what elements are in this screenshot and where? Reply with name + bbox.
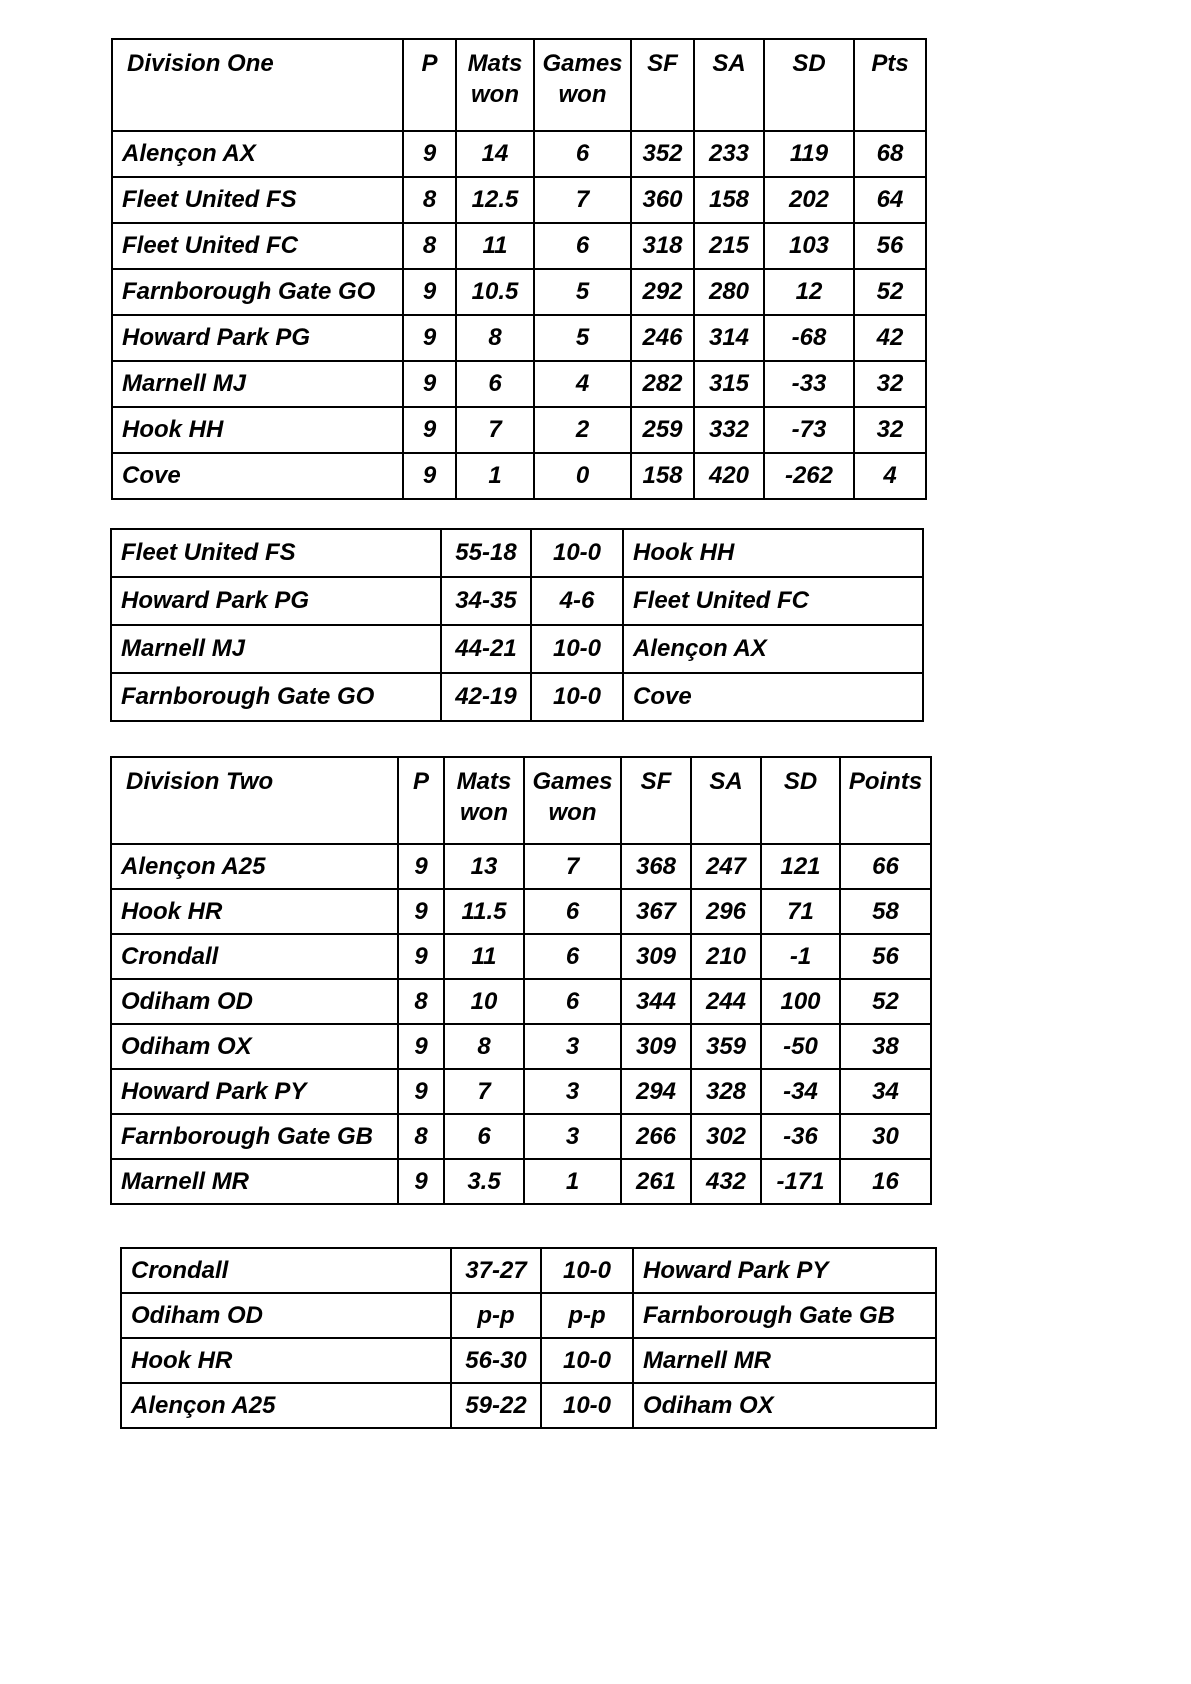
games-value-cell: 5 [534, 269, 631, 315]
table-row [112, 361, 926, 407]
table-row [121, 1293, 936, 1338]
header-mats-won: Mats won [444, 757, 524, 844]
team-name-cell: Crondall [111, 934, 398, 979]
sd-value-cell: 103 [764, 223, 854, 269]
header-mats-won: Mats won [456, 39, 534, 131]
header-points: Points [840, 757, 931, 844]
table-row [121, 1248, 936, 1293]
division-two-results-body [121, 1248, 936, 1428]
pts-value-cell: 34 [840, 1069, 931, 1114]
sd-value-cell: -68 [764, 315, 854, 361]
team-name-cell: Marnell MR [111, 1159, 398, 1204]
sa-value-cell: 244 [691, 979, 761, 1024]
table-row [111, 1069, 931, 1114]
sf-value-cell: 309 [621, 1024, 691, 1069]
sf-value-cell: 368 [621, 844, 691, 889]
home-name-cell: Fleet United FS [111, 529, 441, 577]
games-value-cell: 6 [534, 223, 631, 269]
games-value-cell: 10-0 [531, 529, 623, 577]
sd-value-cell: -50 [761, 1024, 840, 1069]
home-name-cell: Crondall [121, 1248, 451, 1293]
sa-value-cell: 328 [691, 1069, 761, 1114]
team-name-cell: Farnborough Gate GO [112, 269, 403, 315]
division-two-body [111, 844, 931, 1204]
p-value-cell: 9 [398, 1069, 444, 1114]
sf-value-cell: 367 [621, 889, 691, 934]
mats-value-cell: 12.5 [456, 177, 534, 223]
games-value-cell: 10-0 [541, 1248, 633, 1293]
mats-value-cell: 8 [444, 1024, 524, 1069]
table-row [112, 407, 926, 453]
games-value-cell: 6 [524, 934, 621, 979]
pts-value-cell: 32 [854, 361, 926, 407]
pts-value-cell: 66 [840, 844, 931, 889]
sf-value-cell: 282 [631, 361, 694, 407]
table-row [112, 453, 926, 499]
games-value-cell: 4 [534, 361, 631, 407]
games-value-cell: 1 [524, 1159, 621, 1204]
sf-value-cell: 309 [621, 934, 691, 979]
home-name-cell: Marnell MJ [111, 625, 441, 673]
division-one-header-row [112, 39, 926, 131]
home-name-cell: Odiham OD [121, 1293, 451, 1338]
p-value-cell: 8 [403, 223, 456, 269]
games-value-cell: 0 [534, 453, 631, 499]
pts-value-cell: 42 [854, 315, 926, 361]
away-name-cell: Hook HH [623, 529, 923, 577]
table-row [111, 1114, 931, 1159]
sd-value-cell: 12 [764, 269, 854, 315]
games-value-cell: 4-6 [531, 577, 623, 625]
header-sd: SD [761, 757, 840, 844]
sf-value-cell: 259 [631, 407, 694, 453]
team-name-cell: Alençon AX [112, 131, 403, 177]
table-row [112, 223, 926, 269]
away-name-cell: Howard Park PY [633, 1248, 936, 1293]
games-value-cell: 3 [524, 1024, 621, 1069]
header-games-won: Games won [524, 757, 621, 844]
games-value-cell: 7 [524, 844, 621, 889]
games-value-cell: 10-0 [541, 1338, 633, 1383]
games-value-cell: 2 [534, 407, 631, 453]
mats-value-cell: 3.5 [444, 1159, 524, 1204]
team-name-cell: Cove [112, 453, 403, 499]
sa-value-cell: 210 [691, 934, 761, 979]
header-sf: SF [621, 757, 691, 844]
team-name-cell: Fleet United FS [112, 177, 403, 223]
p-value-cell: 9 [398, 889, 444, 934]
games-value-cell: 6 [524, 979, 621, 1024]
away-name-cell: Fleet United FC [623, 577, 923, 625]
score-value-cell: 37-27 [451, 1248, 541, 1293]
sa-value-cell: 332 [694, 407, 764, 453]
sa-value-cell: 302 [691, 1114, 761, 1159]
home-name-cell: Hook HR [121, 1338, 451, 1383]
table-row [112, 131, 926, 177]
table-row [112, 177, 926, 223]
header-sa: SA [691, 757, 761, 844]
score-value-cell: 56-30 [451, 1338, 541, 1383]
team-name-cell: Alençon A25 [111, 844, 398, 889]
division-one-table [111, 38, 927, 500]
games-value-cell: 7 [534, 177, 631, 223]
pts-value-cell: 58 [840, 889, 931, 934]
score-value-cell: 44-21 [441, 625, 531, 673]
sf-value-cell: 318 [631, 223, 694, 269]
p-value-cell: 9 [403, 315, 456, 361]
mats-value-cell: 1 [456, 453, 534, 499]
home-name-cell: Howard Park PG [111, 577, 441, 625]
mats-value-cell: 8 [456, 315, 534, 361]
sf-value-cell: 261 [621, 1159, 691, 1204]
p-value-cell: 8 [398, 979, 444, 1024]
p-value-cell: 9 [403, 269, 456, 315]
mats-value-cell: 11.5 [444, 889, 524, 934]
games-value-cell: 10-0 [531, 673, 623, 721]
table-row [121, 1383, 936, 1428]
mats-value-cell: 11 [456, 223, 534, 269]
sf-value-cell: 294 [621, 1069, 691, 1114]
sd-value-cell: 202 [764, 177, 854, 223]
p-value-cell: 8 [403, 177, 456, 223]
table-row [111, 577, 923, 625]
p-value-cell: 9 [403, 453, 456, 499]
mats-value-cell: 14 [456, 131, 534, 177]
mats-value-cell: 10.5 [456, 269, 534, 315]
p-value-cell: 9 [403, 361, 456, 407]
sa-value-cell: 420 [694, 453, 764, 499]
pts-value-cell: 4 [854, 453, 926, 499]
sd-value-cell: -34 [761, 1069, 840, 1114]
sa-value-cell: 233 [694, 131, 764, 177]
sa-value-cell: 247 [691, 844, 761, 889]
team-name-cell: Hook HR [111, 889, 398, 934]
sd-value-cell: -33 [764, 361, 854, 407]
sd-value-cell: 100 [761, 979, 840, 1024]
sa-value-cell: 314 [694, 315, 764, 361]
table-row [111, 1159, 931, 1204]
division-one-results-body [111, 529, 923, 721]
sd-value-cell: -171 [761, 1159, 840, 1204]
team-name-cell: Marnell MJ [112, 361, 403, 407]
away-name-cell: Marnell MR [633, 1338, 936, 1383]
header-games-won: Games won [534, 39, 631, 131]
division-one-results-table [110, 528, 924, 722]
sd-value-cell: -1 [761, 934, 840, 979]
pts-value-cell: 38 [840, 1024, 931, 1069]
sf-value-cell: 292 [631, 269, 694, 315]
home-name-cell: Farnborough Gate GO [111, 673, 441, 721]
home-name-cell: Alençon A25 [121, 1383, 451, 1428]
table-row [111, 979, 931, 1024]
team-name-cell: Farnborough Gate GB [111, 1114, 398, 1159]
team-name-cell: Howard Park PY [111, 1069, 398, 1114]
table-row [111, 1024, 931, 1069]
sd-value-cell: 71 [761, 889, 840, 934]
pts-value-cell: 56 [840, 934, 931, 979]
games-value-cell: 3 [524, 1114, 621, 1159]
score-value-cell: p-p [451, 1293, 541, 1338]
games-value-cell: 6 [524, 889, 621, 934]
table-row [111, 844, 931, 889]
division-two-header-row [111, 757, 931, 844]
sf-value-cell: 360 [631, 177, 694, 223]
p-value-cell: 9 [398, 1024, 444, 1069]
table-row [111, 889, 931, 934]
p-value-cell: 8 [398, 1114, 444, 1159]
mats-value-cell: 6 [444, 1114, 524, 1159]
games-value-cell: 5 [534, 315, 631, 361]
away-name-cell: Alençon AX [623, 625, 923, 673]
division-two-results-table [120, 1247, 937, 1429]
pts-value-cell: 32 [854, 407, 926, 453]
sd-value-cell: 119 [764, 131, 854, 177]
team-name-cell: Howard Park PG [112, 315, 403, 361]
team-name-cell: Odiham OD [111, 979, 398, 1024]
mats-value-cell: 10 [444, 979, 524, 1024]
score-value-cell: 34-35 [441, 577, 531, 625]
sf-value-cell: 246 [631, 315, 694, 361]
table-row [112, 269, 926, 315]
score-value-cell: 42-19 [441, 673, 531, 721]
away-name-cell: Odiham OX [633, 1383, 936, 1428]
mats-value-cell: 6 [456, 361, 534, 407]
sf-value-cell: 158 [631, 453, 694, 499]
table-row [111, 673, 923, 721]
table-row [111, 529, 923, 577]
pts-value-cell: 64 [854, 177, 926, 223]
header-sa: SA [694, 39, 764, 131]
p-value-cell: 9 [398, 844, 444, 889]
team-name-cell: Fleet United FC [112, 223, 403, 269]
sf-value-cell: 352 [631, 131, 694, 177]
games-value-cell: p-p [541, 1293, 633, 1338]
score-value-cell: 59-22 [451, 1383, 541, 1428]
away-name-cell: Cove [623, 673, 923, 721]
header-pts: Pts [854, 39, 926, 131]
division-one-body [112, 131, 926, 499]
header-played: P [403, 39, 456, 131]
sa-value-cell: 158 [694, 177, 764, 223]
away-name-cell: Farnborough Gate GB [633, 1293, 936, 1338]
score-value-cell: 55-18 [441, 529, 531, 577]
division-two-table [110, 756, 932, 1205]
division-two-title: Division Two [111, 757, 398, 844]
sd-value-cell: -36 [761, 1114, 840, 1159]
sf-value-cell: 344 [621, 979, 691, 1024]
pts-value-cell: 52 [854, 269, 926, 315]
sa-value-cell: 359 [691, 1024, 761, 1069]
games-value-cell: 10-0 [531, 625, 623, 673]
team-name-cell: Hook HH [112, 407, 403, 453]
pts-value-cell: 52 [840, 979, 931, 1024]
sd-value-cell: -73 [764, 407, 854, 453]
p-value-cell: 9 [398, 1159, 444, 1204]
sa-value-cell: 315 [694, 361, 764, 407]
sd-value-cell: 121 [761, 844, 840, 889]
table-row [112, 315, 926, 361]
header-played: P [398, 757, 444, 844]
mats-value-cell: 13 [444, 844, 524, 889]
pts-value-cell: 16 [840, 1159, 931, 1204]
mats-value-cell: 11 [444, 934, 524, 979]
games-value-cell: 10-0 [541, 1383, 633, 1428]
table-row [111, 934, 931, 979]
sa-value-cell: 215 [694, 223, 764, 269]
pts-value-cell: 68 [854, 131, 926, 177]
p-value-cell: 9 [403, 131, 456, 177]
division-one-title: Division One [112, 39, 403, 131]
sa-value-cell: 432 [691, 1159, 761, 1204]
pts-value-cell: 56 [854, 223, 926, 269]
sa-value-cell: 296 [691, 889, 761, 934]
table-row [121, 1338, 936, 1383]
p-value-cell: 9 [403, 407, 456, 453]
sa-value-cell: 280 [694, 269, 764, 315]
p-value-cell: 9 [398, 934, 444, 979]
header-sd: SD [764, 39, 854, 131]
sf-value-cell: 266 [621, 1114, 691, 1159]
sd-value-cell: -262 [764, 453, 854, 499]
games-value-cell: 6 [534, 131, 631, 177]
mats-value-cell: 7 [456, 407, 534, 453]
header-sf: SF [631, 39, 694, 131]
team-name-cell: Odiham OX [111, 1024, 398, 1069]
mats-value-cell: 7 [444, 1069, 524, 1114]
games-value-cell: 3 [524, 1069, 621, 1114]
pts-value-cell: 30 [840, 1114, 931, 1159]
table-row [111, 625, 923, 673]
